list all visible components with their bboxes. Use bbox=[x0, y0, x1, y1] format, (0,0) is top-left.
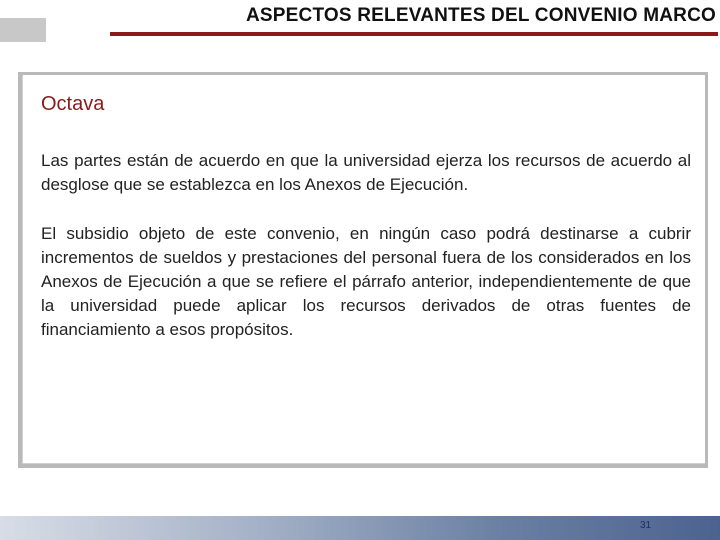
page-number: 31 bbox=[640, 520, 652, 531]
paragraph-1: Las partes están de acuerdo en que la universidad ejerza los recursos de acuerdo al desglose que se establezca en los Anexos de Ejecución. bbox=[41, 151, 691, 194]
paragraph-2: El subsidio objeto de este convenio, en ningún caso podrá destinarse a cubrir incrementos de sueldos y prestaciones del personal fuera de los considerados en los Anexos de Ejecución a que se refiere el párrafo anterior, independientemente de que la universidad puede aplicar los recursos derivados de otras fuentes de financiamiento a esos propósitos. bbox=[41, 224, 691, 339]
title-underline bbox=[110, 32, 718, 36]
slide-title: ASPECTOS RELEVANTES DEL CONVENIO MARCO bbox=[246, 5, 716, 26]
corner-decoration bbox=[0, 18, 46, 42]
section-heading: Octava bbox=[41, 93, 105, 115]
footer-band bbox=[0, 516, 720, 540]
